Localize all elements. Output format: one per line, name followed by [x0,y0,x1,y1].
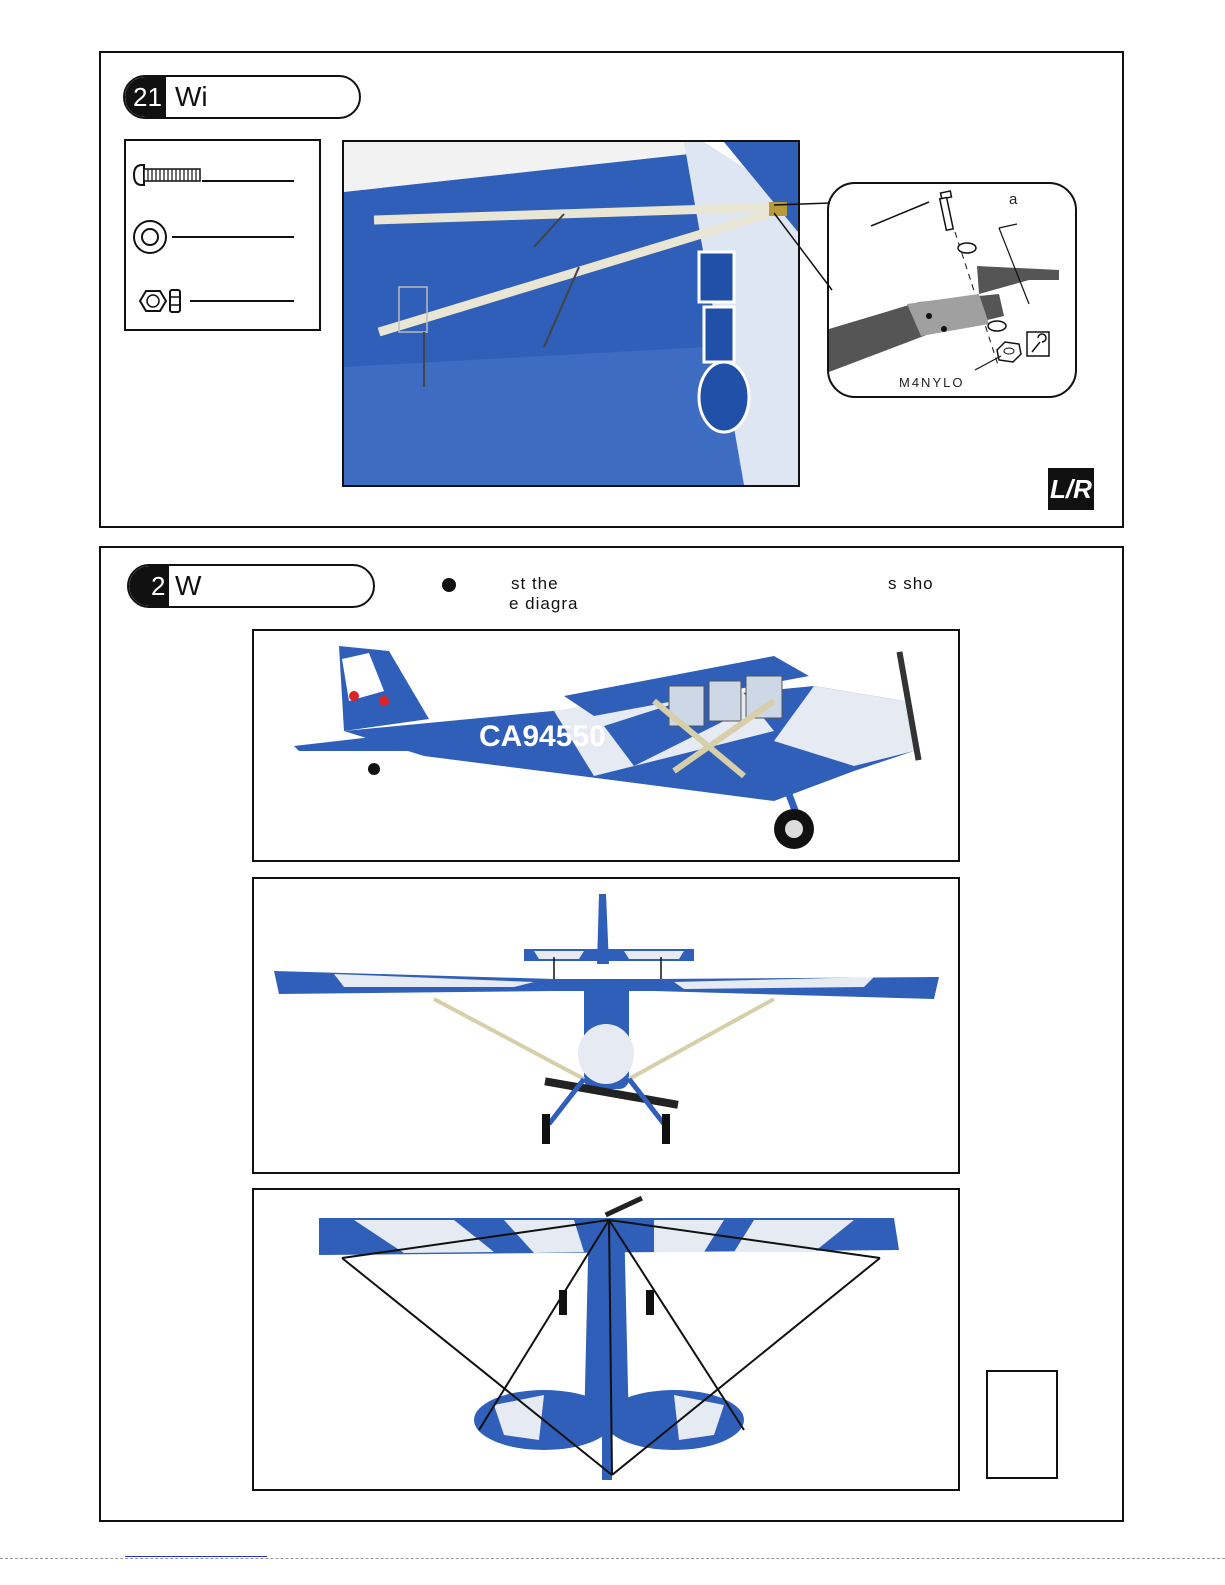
note-line1-right: s sho [888,574,934,593]
registration-marking: CA94550 [479,720,606,753]
left-right-badge: L/R [1048,468,1094,510]
step-22-number: 2 [129,566,169,606]
front-view-photo [252,877,960,1174]
note-line1-left: st the [511,574,559,593]
callout-label-a: a [1009,191,1020,208]
step-21-number: 21 [125,77,166,117]
nylon-nut-icon [140,290,294,312]
step-22-title: W [175,570,202,601]
side-view-photo [252,629,960,862]
note-bullet [442,578,456,592]
callout-pointer-lines [770,195,840,295]
side-note-box [986,1370,1058,1479]
footer-divider [0,1558,1225,1559]
nylon-nut-icon [997,342,1021,362]
strut-bolt-detail-callout [827,182,1077,398]
screw-icon [134,165,294,185]
footer-link-underline[interactable] [125,1556,267,1557]
step-21-title: Wi [175,81,208,112]
note-line2: e diagra [509,594,579,613]
screw-icon [940,191,954,230]
washer-icon [134,221,294,253]
rear-view-photo [252,1188,960,1491]
hardware-list [124,139,321,331]
wrench-icon [1027,332,1049,356]
wing-strut-photo [342,140,800,487]
callout-nut-label: M4NYLO [899,375,965,390]
step-21-header [123,75,361,119]
step-22-header [127,564,375,608]
